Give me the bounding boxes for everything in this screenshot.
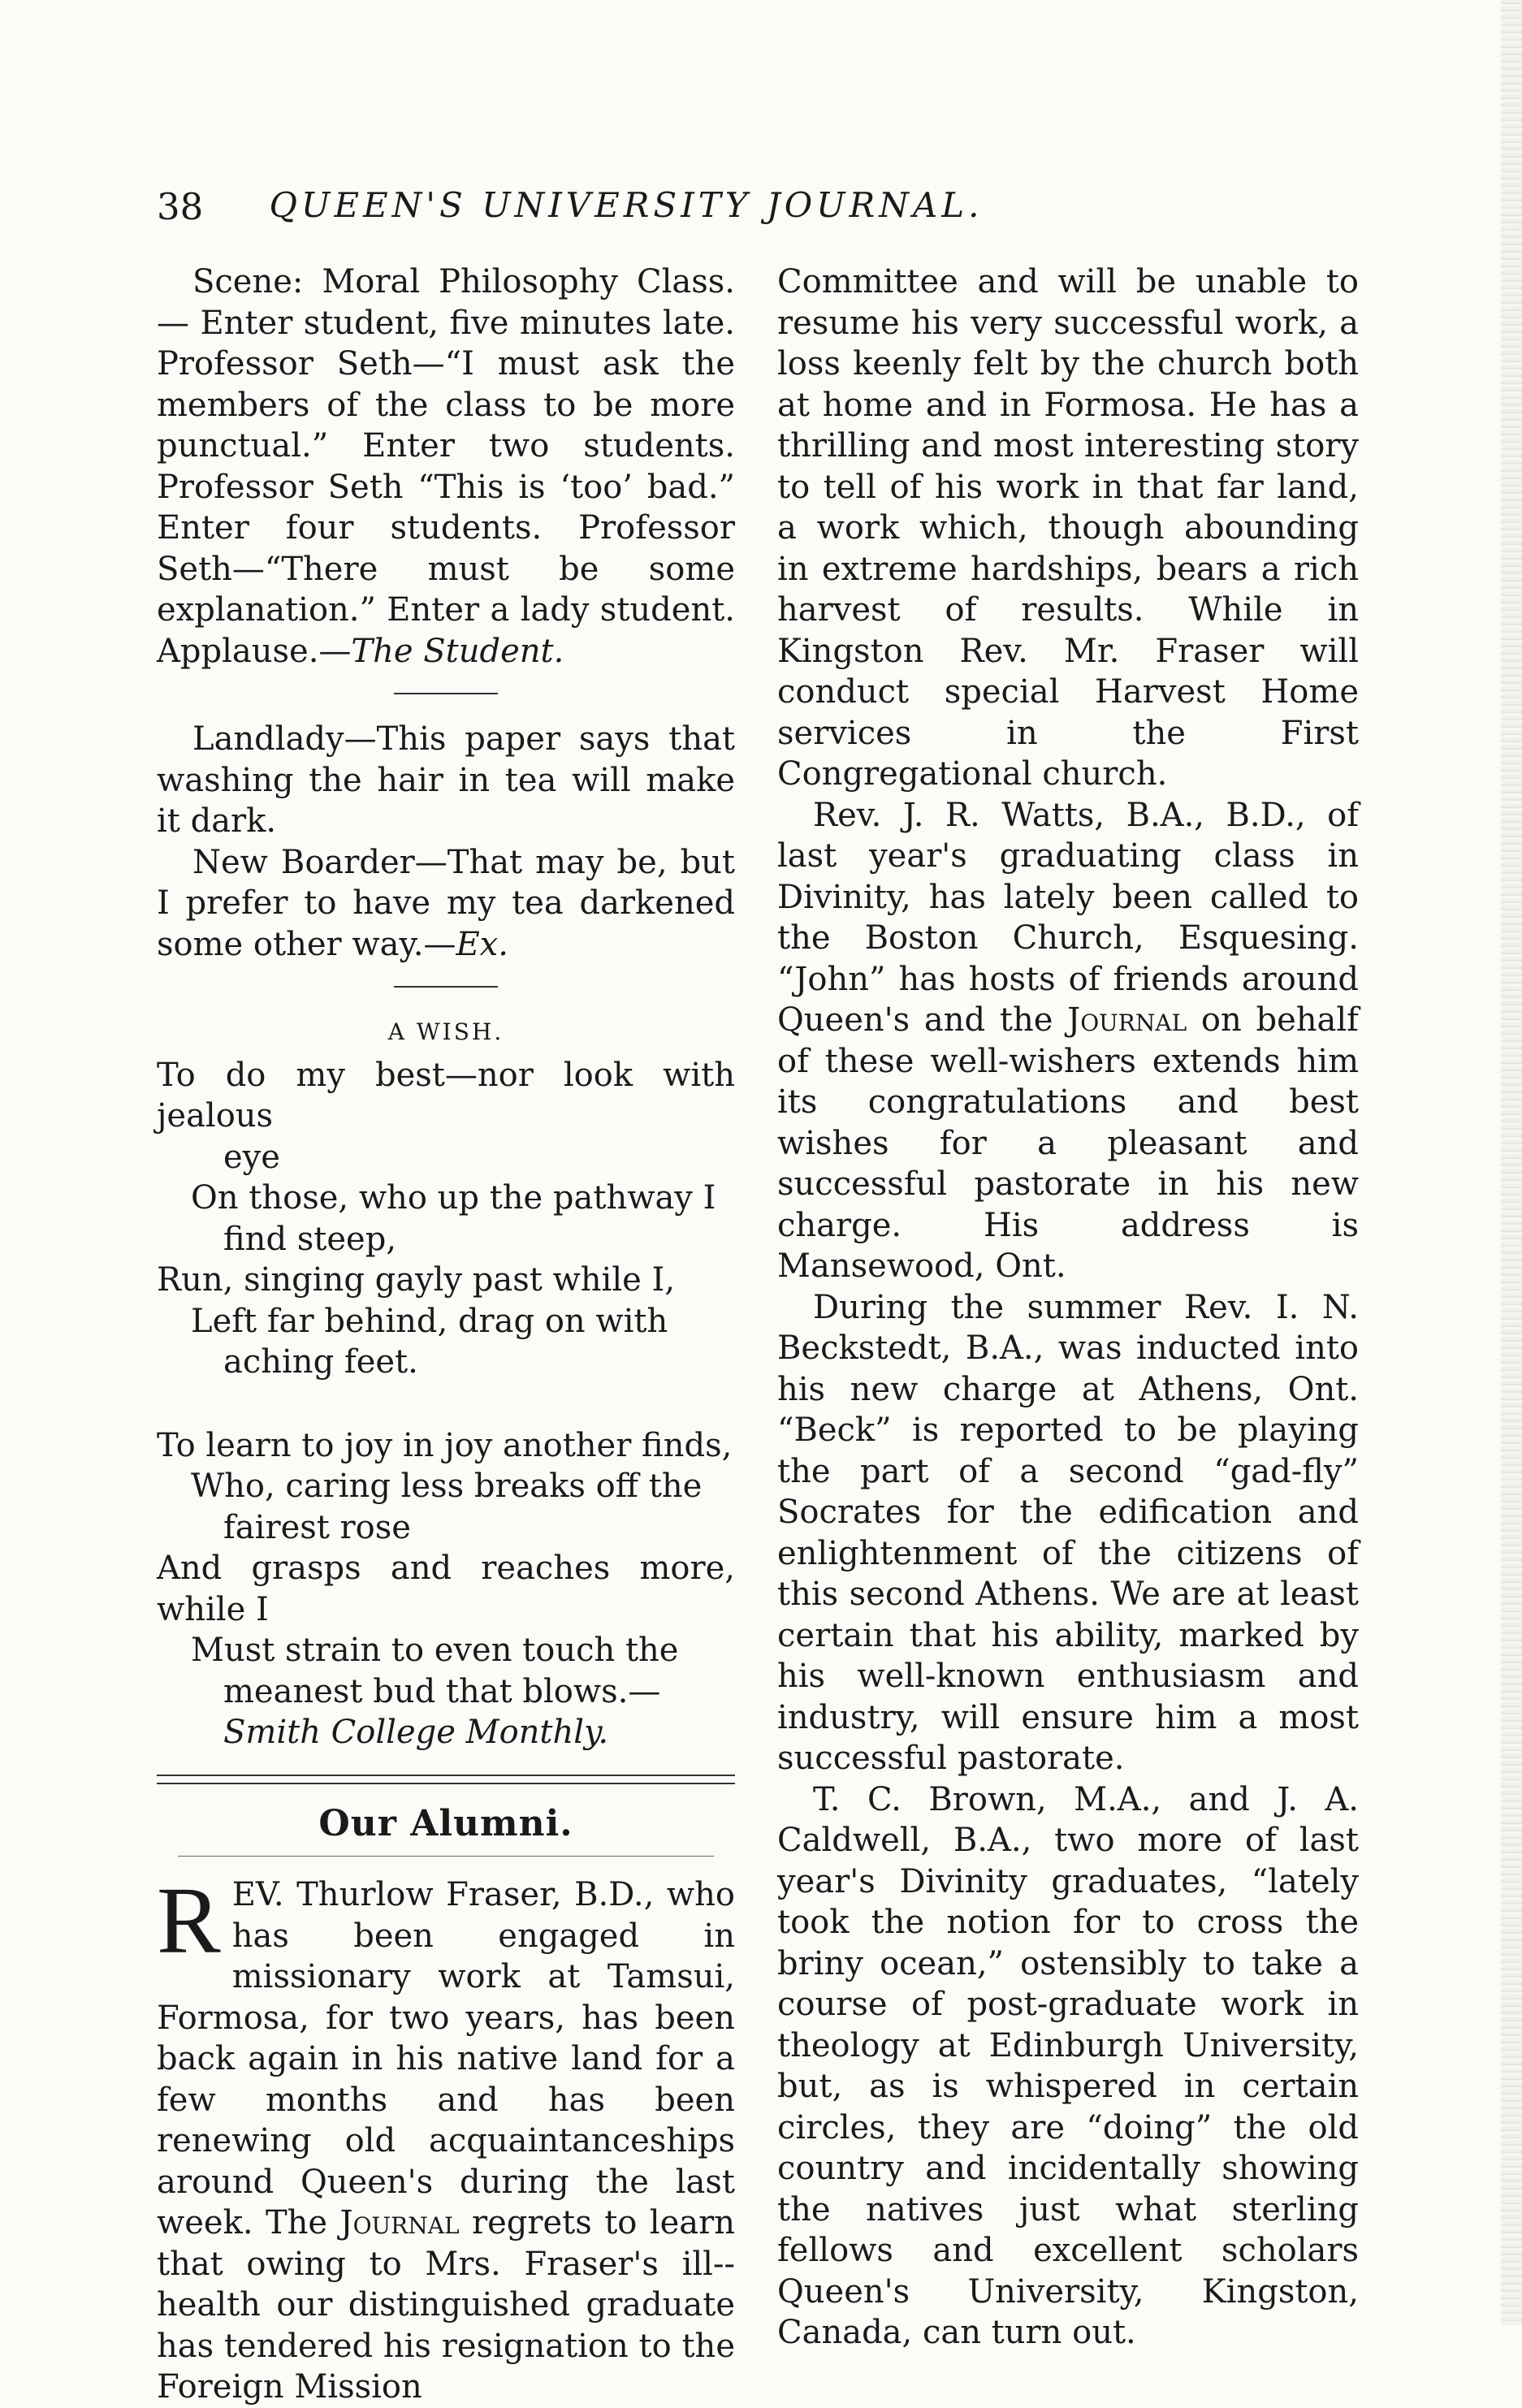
page-header [157,185,1096,234]
poem-line: eye [223,1138,280,1176]
section-double-rule [157,1775,735,1784]
poem-source: Smith College Monthly. [223,1714,609,1751]
stanza-gap [157,1383,735,1425]
section-title: Our Alumni. [318,1802,573,1844]
watts-text-cont: on behalf of these well-wishers extends him its congratulations and best wishes for a pleasant and successful pastorate in his new charge. His address is Mansewood, Ont. [777,1001,1359,1285]
poem-line: Must strain to even touch the [191,1632,679,1669]
poem-title: A WISH. [387,1018,504,1045]
drop-cap: R [157,1867,221,1974]
brown-caldwell-paragraph: T. C. Brown, M.A., and J. A. Caldwell, B.A., two more of last year's Divinity graduates, “lately took the notion for to cross the briny ocean,” ostensibly to take a course of post-graduate work in theology at Edinburgh University, but, as is whispered in certain circles, they are “doing” the old country and incidentally showing the natives just what sterling fellows and excellent scholars Queen's University, Kingston, Canada, can turn out. [777,1780,1359,2351]
poem-line: On those, who up the pathway I [191,1179,716,1217]
separator-rule [394,693,498,694]
scene-text: Scene: Moral Philosophy Class.— Enter student, five minutes late. Professor Seth—“I must ask the members of the class to be more punctual.” Enter two students. Professor Seth “This is ‘too’ bad.” Enter four students. Professor Seth—“There must be some explanation.” Enter a lady student. Applause.— [157,263,735,670]
poem-line: aching feet. [223,1343,418,1381]
poem-line-text: meanest bud that blows.— [223,1672,661,1710]
right-column [777,262,1359,2354]
poem-line: To do my best—nor look with jealous [157,1056,735,1135]
poem-line-with-source [157,1671,735,1753]
boarder-paragraph [157,842,735,966]
journal-name: Journal [339,2204,460,2242]
scene-source: The Student. [351,632,564,670]
poem [157,1055,735,1753]
beckstedt-paragraph: During the summer Rev. I. N. Beckstedt, B.A., was inducted into his new charge at Athens, Ont. “Beck” is reported to be playing the part of a second “gad-fly” Socrates for the edification and enlightenment of the citizens of this second Athens. We are at least certain that his ability, marked by his well-known enthusiasm and industry, will ensure him a most successful pastorate. [777,1288,1359,1777]
journal-name: Journal [1067,1001,1187,1039]
poem-line: To learn to joy in joy another finds, [157,1426,733,1464]
page-number: 38 [157,185,204,228]
landlady-paragraph: Landlady—This paper says that washing the hair in tea will make it dark. [157,720,735,840]
separator-rule [394,986,498,988]
scanned-page-edge [1501,0,1522,2325]
alumni-paragraph [157,1867,736,2408]
boarder-text: New Boarder—That may be, but I prefer to have my tea darkened some other way.— [157,843,735,963]
watts-text: Rev. J. R. Watts, B.A., B.D., of last year's graduating class in Divinity, has lately been called to the Boston Church, Esquesing. “John” has hosts of friends around Queen's and the [777,796,1359,1039]
left-column [157,262,735,2408]
alumni-text-cont: regrets to learn that owing to Mrs. Fraser's ill--health our distinguished graduate has tendered his resignation to the Foreign Mission [157,2204,736,2406]
poem-line: find steep, [223,1220,397,1258]
section-underline [178,1856,714,1857]
poem-line: Who, caring less breaks off the [191,1468,703,1505]
fraser-continued-paragraph: Committee and will be unable to resume his very successful work, a loss keenly felt by the church both at home and in Formosa. He has a thrilling and most interesting story to tell of his work in that far land, a work which, though abounding in extreme hardships, bears a rich harvest of results. While in Kingston Rev. Mr. Fraser will conduct special Harvest Home services in the First Congregational church. [777,263,1359,793]
alumni-text: EV. Thurlow Fraser, B.D., who has been engaged in missionary work at Tamsui, Formosa, for two years, has been back again in his native land for a few months and has been renewing old acquaintanceships around Queen's during the last week. The [157,1876,735,2242]
poem-line: fairest rose [223,1508,411,1546]
watts-paragraph [777,795,1359,1287]
poem-line: Run, singing gayly past while I, [157,1261,676,1299]
running-title: QUEEN'S UNIVERSITY JOURNAL. [269,185,984,225]
scene-paragraph [157,262,735,672]
poem-line: And grasps and reaches more, while I [157,1550,735,1628]
poem-line: Left far behind, drag on with [191,1302,668,1340]
boarder-source: Ex. [456,925,508,963]
